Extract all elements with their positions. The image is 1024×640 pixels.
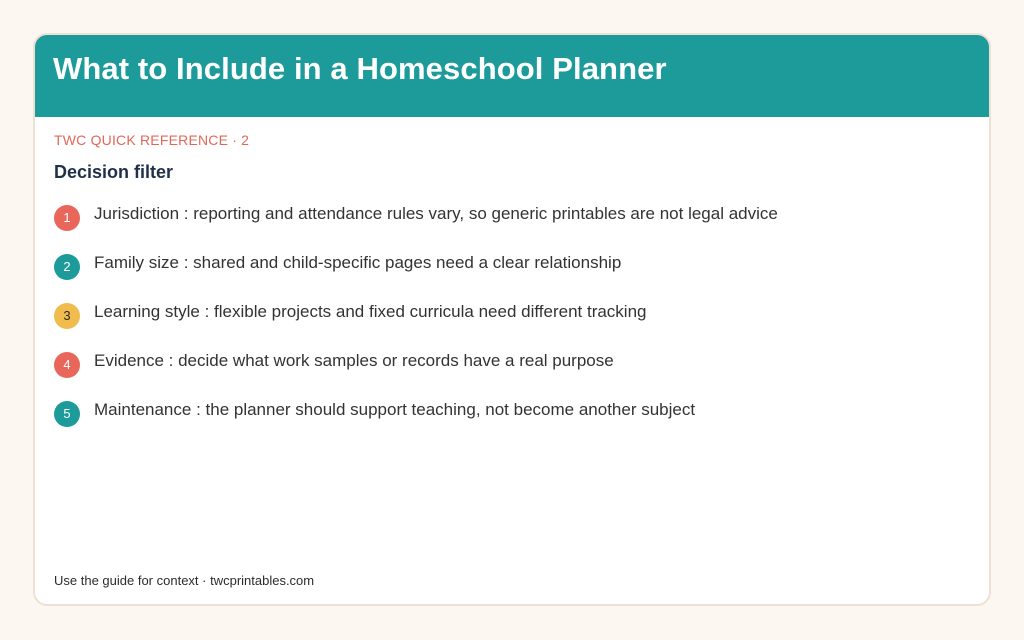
section-heading: Decision filter xyxy=(54,162,174,182)
list-item-text: Evidence : decide what work samples or records have a real purpose xyxy=(94,351,614,370)
eyebrow-label: TWC QUICK REFERENCE · 2 xyxy=(54,132,250,148)
number-badge: 3 xyxy=(54,303,80,329)
list-item-text: Family size : shared and child-specific pages need a clear relationship xyxy=(94,253,622,272)
number-badge: 2 xyxy=(54,254,80,280)
page-title: What to Include in a Homeschool Planner xyxy=(53,51,667,86)
number-badge: 1 xyxy=(54,205,80,231)
number-badge: 5 xyxy=(54,401,80,427)
list-item-text: Jurisdiction : reporting and attendance rules vary, so generic printables are not legal advice xyxy=(94,204,778,223)
header-banner xyxy=(35,35,989,117)
footer-note: Use the guide for context · twcprintables.com xyxy=(54,573,315,588)
reference-card xyxy=(33,33,991,606)
list-item-text: Maintenance : the planner should support teaching, not become another subject xyxy=(94,400,696,419)
number-badge: 4 xyxy=(54,352,80,378)
list-item-text: Learning style : flexible projects and fixed curricula need different tracking xyxy=(94,302,647,321)
